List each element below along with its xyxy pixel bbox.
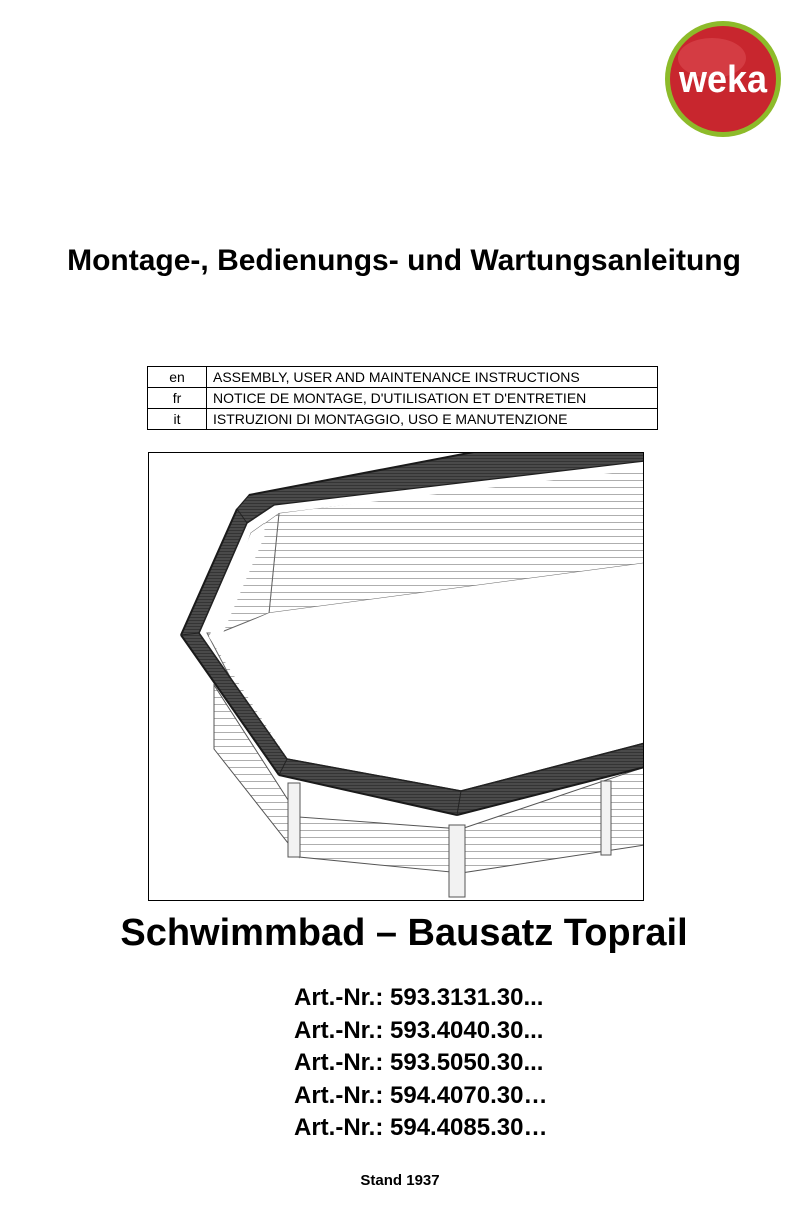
language-row <box>148 367 658 388</box>
language-title: ASSEMBLY, USER AND MAINTENANCE INSTRUCTIONS <box>207 367 658 388</box>
language-title: NOTICE DE MONTAGE, D'UTILISATION ET D'ENTRETIEN <box>207 388 658 409</box>
article-number: Art.-Nr.: 593.4040.30... <box>294 1016 544 1044</box>
logo-text: weka <box>678 59 768 101</box>
language-code: en <box>148 367 207 388</box>
language-code: it <box>148 409 207 430</box>
language-table <box>147 366 658 430</box>
language-row <box>148 409 658 430</box>
version-stamp: Stand 1937 <box>360 1172 440 1189</box>
article-number: Art.-Nr.: 594.4070.30… <box>294 1081 548 1109</box>
language-row <box>148 388 658 409</box>
article-number: Art.-Nr.: 593.5050.30... <box>294 1049 544 1076</box>
product-title: Schwimmbad – Bausatz Toprail <box>120 912 688 954</box>
article-number: Art.-Nr.: 594.4085.30… <box>294 1114 548 1141</box>
article-number: Art.-Nr.: 593.3131.30... <box>294 984 544 1011</box>
pool-drawing <box>149 453 644 901</box>
language-title: ISTRUZIONI DI MONTAGGIO, USO E MANUTENZIONE <box>207 409 658 430</box>
article-number-list <box>294 982 547 1145</box>
main-title: Montage-, Bedienungs- und Wartungsanleitung <box>67 244 741 277</box>
weka-logo <box>664 20 782 138</box>
language-code: fr <box>148 388 207 409</box>
pool-illustration <box>148 452 644 901</box>
